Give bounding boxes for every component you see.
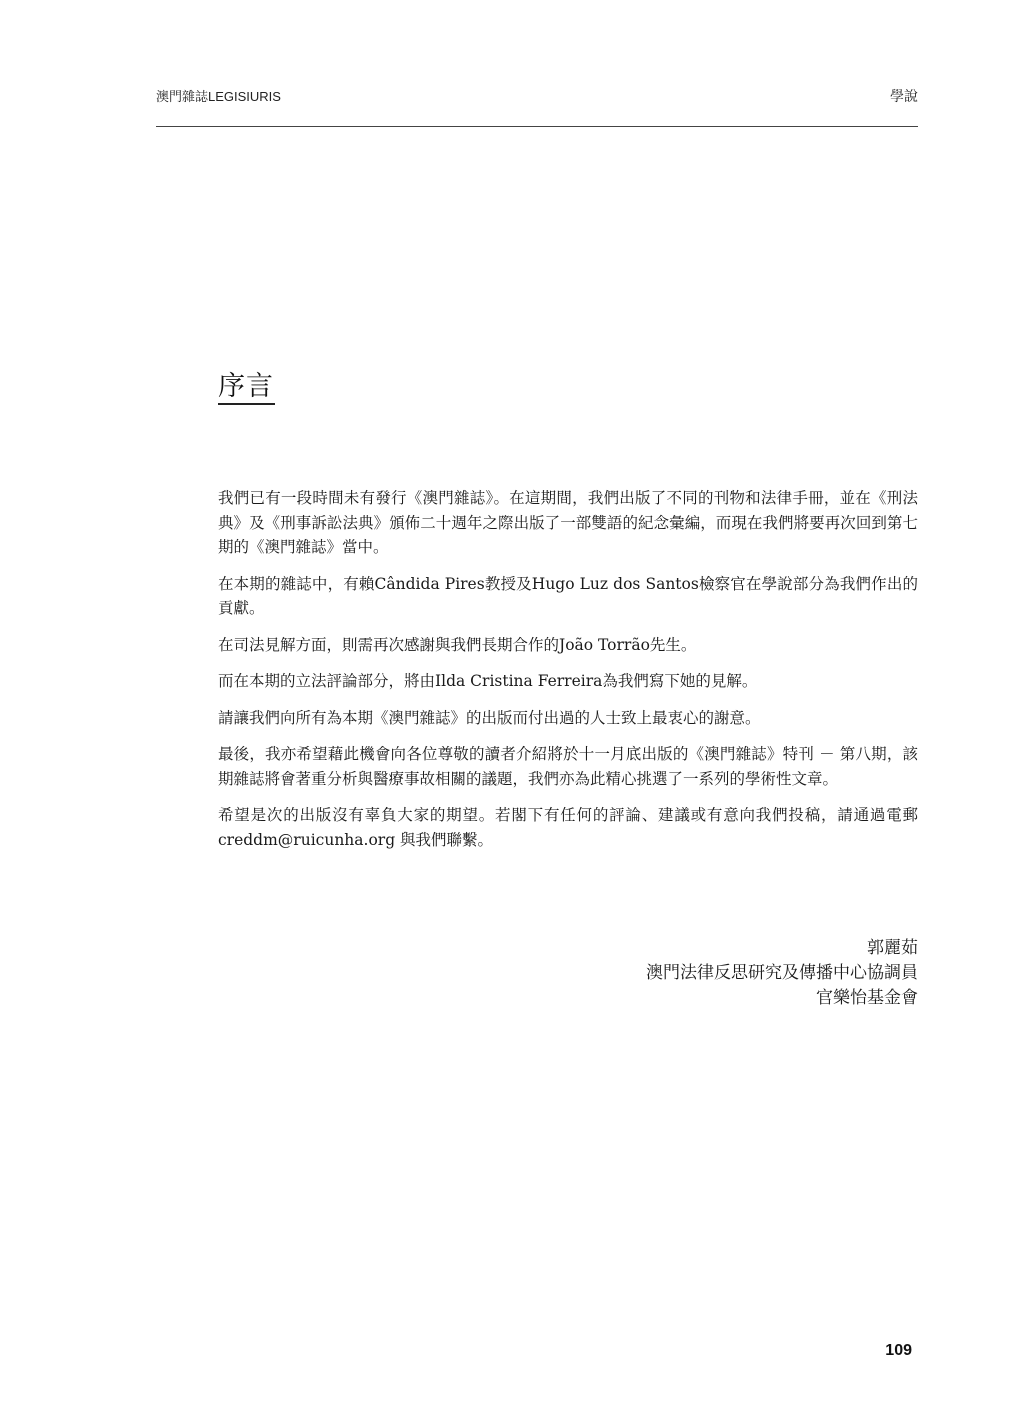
journal-name: 澳門雜誌LEGISIURIS xyxy=(156,89,281,104)
paragraph: 請讓我們向所有為本期《澳門雜誌》的出版而付出過的人士致上最衷心的謝意。 xyxy=(218,708,761,727)
paragraph: 在本期的雜誌中，有賴Cândida Pires教授及Hugo Luz dos Santos檢察官在學說部分為我們作出的貢獻。 xyxy=(218,574,918,617)
signatory-organization: 官樂怡基金會 xyxy=(816,988,918,1008)
section-name: 學說 xyxy=(890,88,918,104)
page-title: 序言 xyxy=(218,371,274,402)
signatory-name: 郭麗茹 xyxy=(867,938,918,958)
title-underline xyxy=(218,403,275,405)
signatory-role: 澳門法律反思研究及傳播中心協調員 xyxy=(646,963,918,983)
header-divider xyxy=(156,126,918,127)
paragraph: 而在本期的立法評論部分，將由Ilda Cristina Ferreira為我們寫下她的見解。 xyxy=(218,672,758,690)
paragraph: 在司法見解方面，則需再次感謝與我們長期合作的João Torrão先生。 xyxy=(218,635,697,654)
paragraph: 最後，我亦希望藉此機會向各位尊敬的讀者介紹將於十一月底出版的《澳門雜誌》特刊 － 第八期，該期雜誌將會著重分析與醫療事故相關的議題，我們亦為此精心挑選了一系列的學術性文章。 xyxy=(218,745,918,788)
paragraph: 希望是次的出版沒有辜負大家的期望。若閣下有任何的評論、建議或有意向我們投稿，請通過電郵creddm@ruicunha.org 與我們聯繫。 xyxy=(218,806,918,849)
paragraph: 我們已有一段時間未有發行《澳門雜誌》。在這期間，我們出版了不同的刊物和法律手冊，並在《刑法典》及《刑事訴訟法典》頒佈二十週年之際出版了一部雙語的紀念彙編，而現在我們將要再次回到第七期的《澳門雜誌》當中。 xyxy=(218,489,918,556)
signature-block xyxy=(646,936,918,1011)
page-number: 109 xyxy=(885,1342,912,1359)
running-header xyxy=(156,86,918,106)
preface-body xyxy=(218,486,918,864)
